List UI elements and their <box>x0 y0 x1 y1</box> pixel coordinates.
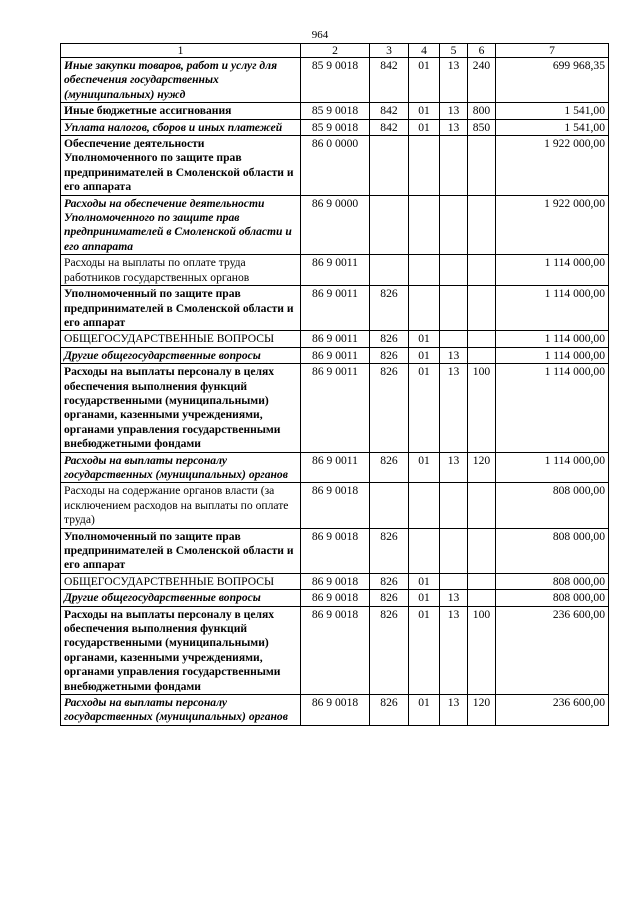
target-article-code: 85 9 0018 <box>301 58 370 103</box>
amount: 1 114 000,00 <box>496 255 609 286</box>
subsection-code: 13 <box>440 58 468 103</box>
expense-type-code <box>468 590 496 606</box>
ministry-code: 842 <box>370 58 409 103</box>
table-header-row <box>61 44 609 58</box>
table-row <box>61 255 609 286</box>
item-name: Обеспечение деятельности Уполномоченного по защите прав предпринимателей в Смоленской области и его аппарата <box>61 136 301 196</box>
target-article-code: 85 9 0018 <box>301 119 370 135</box>
expense-type-code: 850 <box>468 119 496 135</box>
target-article-code: 86 0 0000 <box>301 136 370 196</box>
subsection-code <box>440 255 468 286</box>
table-row <box>61 528 609 573</box>
table-row <box>61 103 609 119</box>
ministry-code: 826 <box>370 286 409 331</box>
subsection-code: 13 <box>440 695 468 726</box>
ministry-code <box>370 255 409 286</box>
header-col-2: 2 <box>301 44 370 58</box>
ministry-code <box>370 136 409 196</box>
target-article-code: 86 9 0011 <box>301 347 370 363</box>
target-article-code: 86 9 0018 <box>301 695 370 726</box>
table-row <box>61 331 609 347</box>
target-article-code: 86 9 0011 <box>301 255 370 286</box>
subsection-code <box>440 286 468 331</box>
amount: 236 600,00 <box>496 695 609 726</box>
ministry-code: 826 <box>370 452 409 483</box>
section-code <box>409 483 440 528</box>
subsection-code: 13 <box>440 119 468 135</box>
expense-type-code: 120 <box>468 452 496 483</box>
table-row <box>61 606 609 694</box>
table-row <box>61 452 609 483</box>
subsection-code: 13 <box>440 364 468 452</box>
section-code: 01 <box>409 606 440 694</box>
subsection-code <box>440 195 468 255</box>
ministry-code: 842 <box>370 119 409 135</box>
table-body <box>61 58 609 726</box>
amount: 1 114 000,00 <box>496 452 609 483</box>
target-article-code: 86 9 0011 <box>301 286 370 331</box>
ministry-code: 826 <box>370 331 409 347</box>
target-article-code: 86 9 0011 <box>301 452 370 483</box>
header-col-1: 1 <box>61 44 301 58</box>
expense-type-code <box>468 347 496 363</box>
section-code <box>409 136 440 196</box>
target-article-code: 86 9 0011 <box>301 364 370 452</box>
subsection-code <box>440 331 468 347</box>
target-article-code: 86 9 0018 <box>301 573 370 589</box>
amount: 1 541,00 <box>496 119 609 135</box>
page-number: 964 <box>311 29 329 41</box>
ministry-code: 826 <box>370 573 409 589</box>
section-code: 01 <box>409 573 440 589</box>
item-name: Расходы на обеспечение деятельности Уполномоченного по защите прав предпринимателей в Смоленской области и его аппарата <box>61 195 301 255</box>
ministry-code: 826 <box>370 695 409 726</box>
subsection-code <box>440 573 468 589</box>
target-article-code: 86 9 0018 <box>301 606 370 694</box>
item-name: Расходы на выплаты персоналу в целях обеспечения выполнения функций государственными (муниципальными) органами, казенными учреждениями, органами управления государственными внебюджетными фондами <box>61 364 301 452</box>
amount: 1 114 000,00 <box>496 331 609 347</box>
amount: 1 114 000,00 <box>496 286 609 331</box>
section-code: 01 <box>409 695 440 726</box>
expense-type-code <box>468 573 496 589</box>
item-name: Уполномоченный по защите прав предпринимателей в Смоленской области и его аппарат <box>61 528 301 573</box>
table-row <box>61 195 609 255</box>
expense-type-code <box>468 483 496 528</box>
item-name: Расходы на выплаты персоналу государственных (муниципальных) органов <box>61 695 301 726</box>
target-article-code: 86 9 0018 <box>301 590 370 606</box>
table-row <box>61 136 609 196</box>
expense-type-code: 120 <box>468 695 496 726</box>
target-article-code: 86 9 0000 <box>301 195 370 255</box>
item-name: Расходы на выплаты персоналу в целях обеспечения выполнения функций государственными (муниципальными) органами, казенными учреждениями, органами управления государственными внебюджетными фондами <box>61 606 301 694</box>
amount: 808 000,00 <box>496 528 609 573</box>
ministry-code: 842 <box>370 103 409 119</box>
item-name: Другие общегосударственные вопросы <box>61 347 301 363</box>
table-row <box>61 483 609 528</box>
expense-type-code: 240 <box>468 58 496 103</box>
item-name: ОБЩЕГОСУДАРСТВЕННЫЕ ВОПРОСЫ <box>61 573 301 589</box>
item-name: Расходы на выплаты по оплате труда работников государственных органов <box>61 255 301 286</box>
ministry-code: 826 <box>370 606 409 694</box>
expense-type-code <box>468 255 496 286</box>
table-row <box>61 364 609 452</box>
header-col-6: 6 <box>468 44 496 58</box>
subsection-code: 13 <box>440 606 468 694</box>
subsection-code: 13 <box>440 347 468 363</box>
amount: 1 541,00 <box>496 103 609 119</box>
section-code: 01 <box>409 364 440 452</box>
expense-type-code <box>468 331 496 347</box>
item-name: Уполномоченный по защите прав предпринимателей в Смоленской области и его аппарат <box>61 286 301 331</box>
target-article-code: 86 9 0018 <box>301 528 370 573</box>
expense-type-code: 800 <box>468 103 496 119</box>
table-row <box>61 119 609 135</box>
table-row <box>61 347 609 363</box>
subsection-code: 13 <box>440 103 468 119</box>
subsection-code: 13 <box>440 590 468 606</box>
subsection-code <box>440 483 468 528</box>
amount: 236 600,00 <box>496 606 609 694</box>
target-article-code: 85 9 0018 <box>301 103 370 119</box>
section-code <box>409 195 440 255</box>
expense-type-code <box>468 286 496 331</box>
section-code: 01 <box>409 103 440 119</box>
expense-type-code <box>468 136 496 196</box>
header-col-3: 3 <box>370 44 409 58</box>
amount: 1 922 000,00 <box>496 195 609 255</box>
ministry-code: 826 <box>370 590 409 606</box>
ministry-code: 826 <box>370 528 409 573</box>
ministry-code: 826 <box>370 364 409 452</box>
header-col-7: 7 <box>496 44 609 58</box>
section-code: 01 <box>409 119 440 135</box>
section-code <box>409 255 440 286</box>
item-name: Другие общегосударственные вопросы <box>61 590 301 606</box>
amount: 1 114 000,00 <box>496 364 609 452</box>
budget-table <box>60 43 609 726</box>
table-row <box>61 590 609 606</box>
ministry-code <box>370 195 409 255</box>
section-code: 01 <box>409 331 440 347</box>
item-name: Расходы на выплаты персоналу государственных (муниципальных) органов <box>61 452 301 483</box>
header-col-4: 4 <box>409 44 440 58</box>
expense-type-code: 100 <box>468 606 496 694</box>
table-row <box>61 58 609 103</box>
section-code <box>409 528 440 573</box>
expense-type-code <box>468 195 496 255</box>
section-code: 01 <box>409 347 440 363</box>
amount: 808 000,00 <box>496 573 609 589</box>
target-article-code: 86 9 0011 <box>301 331 370 347</box>
item-name: Иные закупки товаров, работ и услуг для обеспечения государственных (муниципальных) нужд <box>61 58 301 103</box>
expense-type-code <box>468 528 496 573</box>
table-row <box>61 695 609 726</box>
item-name: ОБЩЕГОСУДАРСТВЕННЫЕ ВОПРОСЫ <box>61 331 301 347</box>
table-row <box>61 286 609 331</box>
section-code: 01 <box>409 58 440 103</box>
section-code: 01 <box>409 452 440 483</box>
amount: 1 922 000,00 <box>496 136 609 196</box>
section-code <box>409 286 440 331</box>
amount: 1 114 000,00 <box>496 347 609 363</box>
subsection-code <box>440 136 468 196</box>
subsection-code <box>440 528 468 573</box>
subsection-code: 13 <box>440 452 468 483</box>
section-code: 01 <box>409 590 440 606</box>
amount: 808 000,00 <box>496 483 609 528</box>
target-article-code: 86 9 0018 <box>301 483 370 528</box>
ministry-code <box>370 483 409 528</box>
ministry-code: 826 <box>370 347 409 363</box>
item-name: Иные бюджетные ассигнования <box>61 103 301 119</box>
table-row <box>61 573 609 589</box>
amount: 808 000,00 <box>496 590 609 606</box>
item-name: Уплата налогов, сборов и иных платежей <box>61 119 301 135</box>
header-col-5: 5 <box>440 44 468 58</box>
item-name: Расходы на содержание органов власти (за исключением расходов на выплаты по оплате труда) <box>61 483 301 528</box>
expense-type-code: 100 <box>468 364 496 452</box>
amount: 699 968,35 <box>496 58 609 103</box>
